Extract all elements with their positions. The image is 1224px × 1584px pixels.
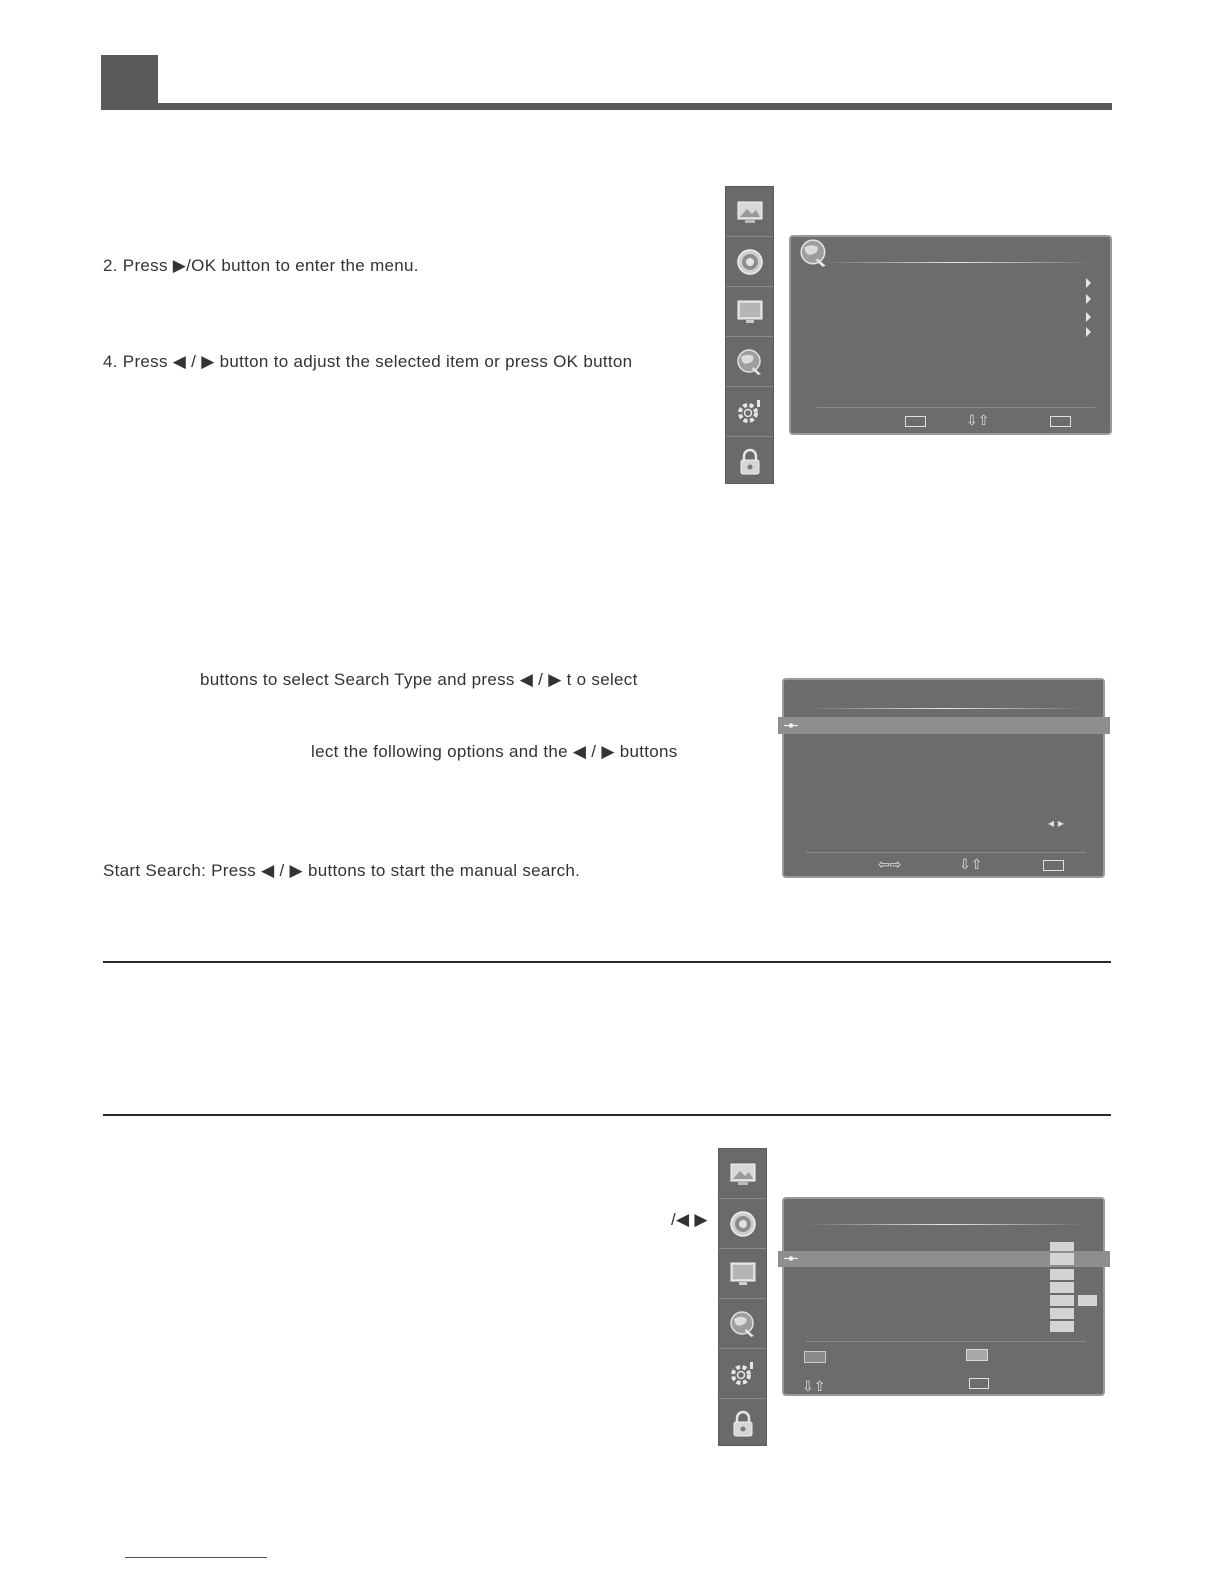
menu-item-screen[interactable] (726, 287, 773, 337)
menu-item-sound[interactable] (726, 237, 773, 287)
menu-item-lock[interactable] (719, 1399, 766, 1448)
left-right-small-arrows-icon[interactable]: ◂ ▸ (1048, 816, 1064, 830)
exit-key-icon (969, 1378, 989, 1389)
title-underline (821, 262, 1096, 263)
picture-icon (735, 197, 765, 227)
manual-search-panel (782, 678, 1105, 878)
menu-item-setup[interactable] (726, 387, 773, 437)
menu-icon-bar-top (725, 186, 774, 484)
up-down-arrows-icon: ⇩⇧ (966, 413, 990, 429)
selected-row-highlight[interactable] (778, 1251, 1110, 1267)
gear-icon (735, 397, 765, 427)
menu-item-lock[interactable] (726, 437, 773, 486)
globe-icon (735, 347, 765, 377)
arrow-keys-hint: /◀ ▶ (671, 1210, 708, 1229)
value-box (1050, 1269, 1074, 1280)
section-header-block (101, 55, 158, 110)
up-down-arrows-icon: ⇩⇧ (802, 1379, 826, 1395)
menu-item-channel[interactable] (726, 337, 773, 387)
chevron-right-icon[interactable] (1086, 294, 1091, 304)
menu-item-channel[interactable] (719, 1299, 766, 1349)
section-divider (103, 961, 1111, 963)
exit-key-icon (1043, 860, 1064, 871)
chevron-right-icon[interactable] (1086, 278, 1091, 288)
chevron-right-icon[interactable] (1086, 327, 1091, 337)
color-key-icon (804, 1351, 826, 1363)
menu-item-setup[interactable] (719, 1349, 766, 1399)
globe-icon (797, 237, 831, 269)
section-divider (103, 1114, 1111, 1116)
value-box (1050, 1253, 1074, 1265)
footer-divider (806, 1341, 1086, 1342)
menu-icon-bar-bottom (718, 1148, 767, 1446)
value-box (1050, 1295, 1074, 1306)
left-right-arrows-icon: ⇦⇨ (878, 857, 902, 873)
search-type-text: buttons to select Search Type and press ◀ / ▶ t o select (200, 670, 638, 689)
channel-menu-panel (789, 235, 1112, 435)
title-underline (806, 1224, 1086, 1225)
lock-icon (735, 447, 765, 477)
lock-icon (728, 1409, 758, 1439)
value-box (1050, 1308, 1074, 1319)
chevron-right-icon[interactable] (1086, 312, 1091, 322)
exit-key-icon (1050, 416, 1071, 427)
footer-divider (817, 407, 1095, 408)
menu-item-screen[interactable] (719, 1249, 766, 1299)
menu-item-sound[interactable] (719, 1199, 766, 1249)
value-box (1050, 1321, 1074, 1332)
color-key-icon (966, 1349, 988, 1361)
value-box (1078, 1295, 1097, 1306)
sound-icon (728, 1209, 758, 1239)
footnote-link-underline[interactable] (125, 1557, 267, 1558)
gear-icon (728, 1359, 758, 1389)
title-underline (806, 708, 1086, 709)
picture-icon (728, 1159, 758, 1189)
footer-divider (806, 852, 1086, 853)
screen-icon (728, 1259, 758, 1289)
globe-icon (728, 1309, 758, 1339)
select-options-text: lect the following options and the ◀ / ▶ buttons (311, 742, 678, 761)
menu-item-picture[interactable] (726, 187, 773, 237)
ok-key-icon (905, 416, 926, 427)
sound-menu-panel (782, 1197, 1105, 1396)
step-4-text: 4. Press ◀ / ▶ button to adjust the selected item or press OK button (103, 352, 633, 371)
selection-pointer-icon (784, 1255, 798, 1262)
section-header-line (157, 103, 1112, 110)
sound-icon (735, 247, 765, 277)
step-2-text: 2. Press ▶/OK button to enter the menu. (103, 256, 419, 275)
start-search-text: Start Search: Press ◀ / ▶ buttons to start the manual search. (103, 861, 581, 880)
value-box (1050, 1282, 1074, 1293)
selection-pointer-icon (784, 722, 798, 729)
up-down-arrows-icon: ⇩⇧ (959, 857, 983, 873)
menu-item-picture[interactable] (719, 1149, 766, 1199)
selected-row-highlight[interactable] (778, 717, 1110, 734)
screen-icon (735, 297, 765, 327)
